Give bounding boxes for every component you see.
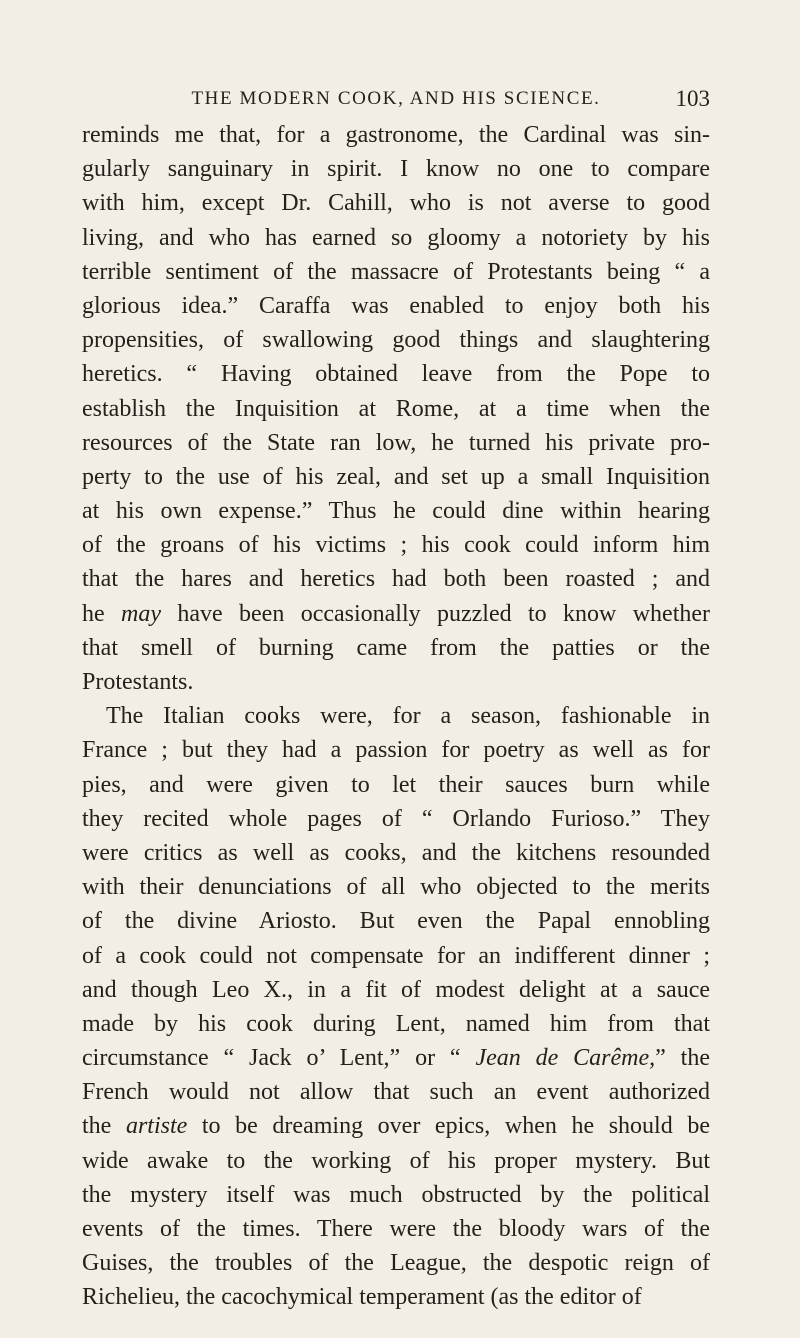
page-number: 103: [675, 86, 710, 111]
text-line: [82, 255, 710, 289]
text-line: [82, 904, 710, 938]
text-line: [82, 1144, 710, 1178]
text-line: [82, 118, 710, 152]
text-run: were critics as well as cooks, and the kitchens resounded: [82, 839, 710, 866]
text-line: [82, 186, 710, 220]
text-line: [82, 802, 710, 836]
text-run: and though Leo X., in a fit of modest delight at a sauce: [82, 976, 710, 1003]
text-run: made by his cook during Lent, named him from that: [82, 1010, 710, 1037]
text-run: pies, and were given to let their sauces burn while: [82, 771, 710, 798]
text-run: that smell of burning came from the patties or the: [82, 634, 710, 661]
text-run: heretics. “ Having obtained leave from the Pope to: [82, 361, 710, 388]
italic-text: artiste: [125, 1113, 188, 1140]
text-line: [82, 1280, 710, 1314]
text-line: [82, 289, 710, 323]
text-line: [82, 1041, 710, 1075]
text-run: to be dreaming over epics, when he should be: [187, 1113, 710, 1140]
text-run: Protestants.: [82, 669, 194, 695]
text-run: the mystery itself was much obstructed by the political: [82, 1181, 710, 1208]
text-line: [82, 1212, 710, 1246]
text-run: with him, except Dr. Cahill, who is not averse to good: [82, 190, 710, 217]
text-line: [82, 836, 710, 870]
text-run: Richelieu, the cacochymical temperament (as the editor of: [82, 1284, 642, 1311]
text-line: [82, 1075, 710, 1109]
text-run: French would not allow that such an event authorized: [82, 1079, 710, 1106]
text-run: reminds me that, for a gastronome, the Cardinal was sin-: [82, 122, 710, 148]
italic-text: may: [121, 600, 161, 627]
text-line: [82, 152, 710, 186]
text-line: [82, 665, 710, 699]
text-run: The Italian cooks were, for a season, fashionable in: [106, 703, 710, 730]
text-line: [82, 357, 710, 391]
text-line: [82, 768, 710, 802]
text-line: [82, 460, 710, 494]
text-run: Guises, the troubles of the League, the despotic reign of: [82, 1250, 710, 1277]
text-line: [82, 939, 710, 973]
text-line: [82, 1007, 710, 1041]
text-run: the: [82, 1113, 126, 1140]
text-run: he: [82, 600, 122, 627]
text-line: [82, 973, 710, 1007]
text-run: events of the times. There were the bloody wars of the: [82, 1216, 710, 1242]
text-run: propensities, of swallowing good things and slaughtering: [82, 327, 710, 354]
text-run: with their denunciations of all who objected to the merits: [82, 874, 710, 901]
text-line: [82, 1246, 710, 1280]
body-text: [82, 118, 710, 1315]
text-line: [82, 221, 710, 255]
text-line: [82, 528, 710, 562]
text-line: [82, 392, 710, 426]
text-line: [82, 323, 710, 357]
text-run: they recited whole pages of “ Orlando Furioso.” They: [82, 805, 710, 832]
text-run: have been occasionally puzzled to know whether: [161, 600, 710, 627]
text-line: [82, 733, 710, 767]
text-line: [82, 631, 710, 665]
text-run: establish the Inquisition at Rome, at a time when the: [82, 395, 710, 422]
text-run: of the groans of his victims ; his cook could inform him: [82, 532, 710, 559]
text-run: glorious idea.” Caraffa was enabled to enjoy both his: [82, 292, 710, 319]
page-header: [82, 84, 710, 114]
text-run: of the divine Ariosto. But even the Papal ennobling: [82, 908, 710, 935]
text-line: [82, 597, 710, 631]
text-line: [82, 870, 710, 904]
text-line: [82, 562, 710, 596]
text-run: perty to the use of his zeal, and set up a small Inquisition: [82, 463, 710, 490]
text-run: that the hares and heretics had both been roasted ; and: [82, 566, 710, 593]
text-run: ” the: [655, 1045, 710, 1072]
italic-text: Jean de Carême,: [475, 1045, 656, 1072]
text-line: [82, 494, 710, 528]
text-line: [82, 1178, 710, 1212]
text-run: at his own expense.” Thus he could dine within hearing: [82, 498, 710, 525]
text-run: gularly sanguinary in spirit. I know no one to compare: [82, 156, 710, 183]
book-page: [82, 84, 710, 1315]
running-head: THE MODERN COOK, AND HIS SCIENCE.: [191, 88, 601, 109]
text-run: of a cook could not compensate for an indifferent dinner ;: [82, 942, 710, 969]
text-line: [82, 426, 710, 460]
text-run: resources of the State ran low, he turned his private pro-: [82, 429, 710, 456]
text-run: terrible sentiment of the massacre of Protestants being “ a: [82, 258, 710, 285]
text-run: France ; but they had a passion for poetry as well as for: [82, 737, 710, 764]
text-line: [82, 699, 710, 733]
text-line: [82, 1109, 710, 1143]
text-run: circumstance “ Jack o’ Lent,” or “: [82, 1045, 476, 1072]
text-run: living, and who has earned so gloomy a notoriety by his: [82, 224, 710, 251]
text-run: wide awake to the working of his proper mystery. But: [82, 1147, 710, 1174]
